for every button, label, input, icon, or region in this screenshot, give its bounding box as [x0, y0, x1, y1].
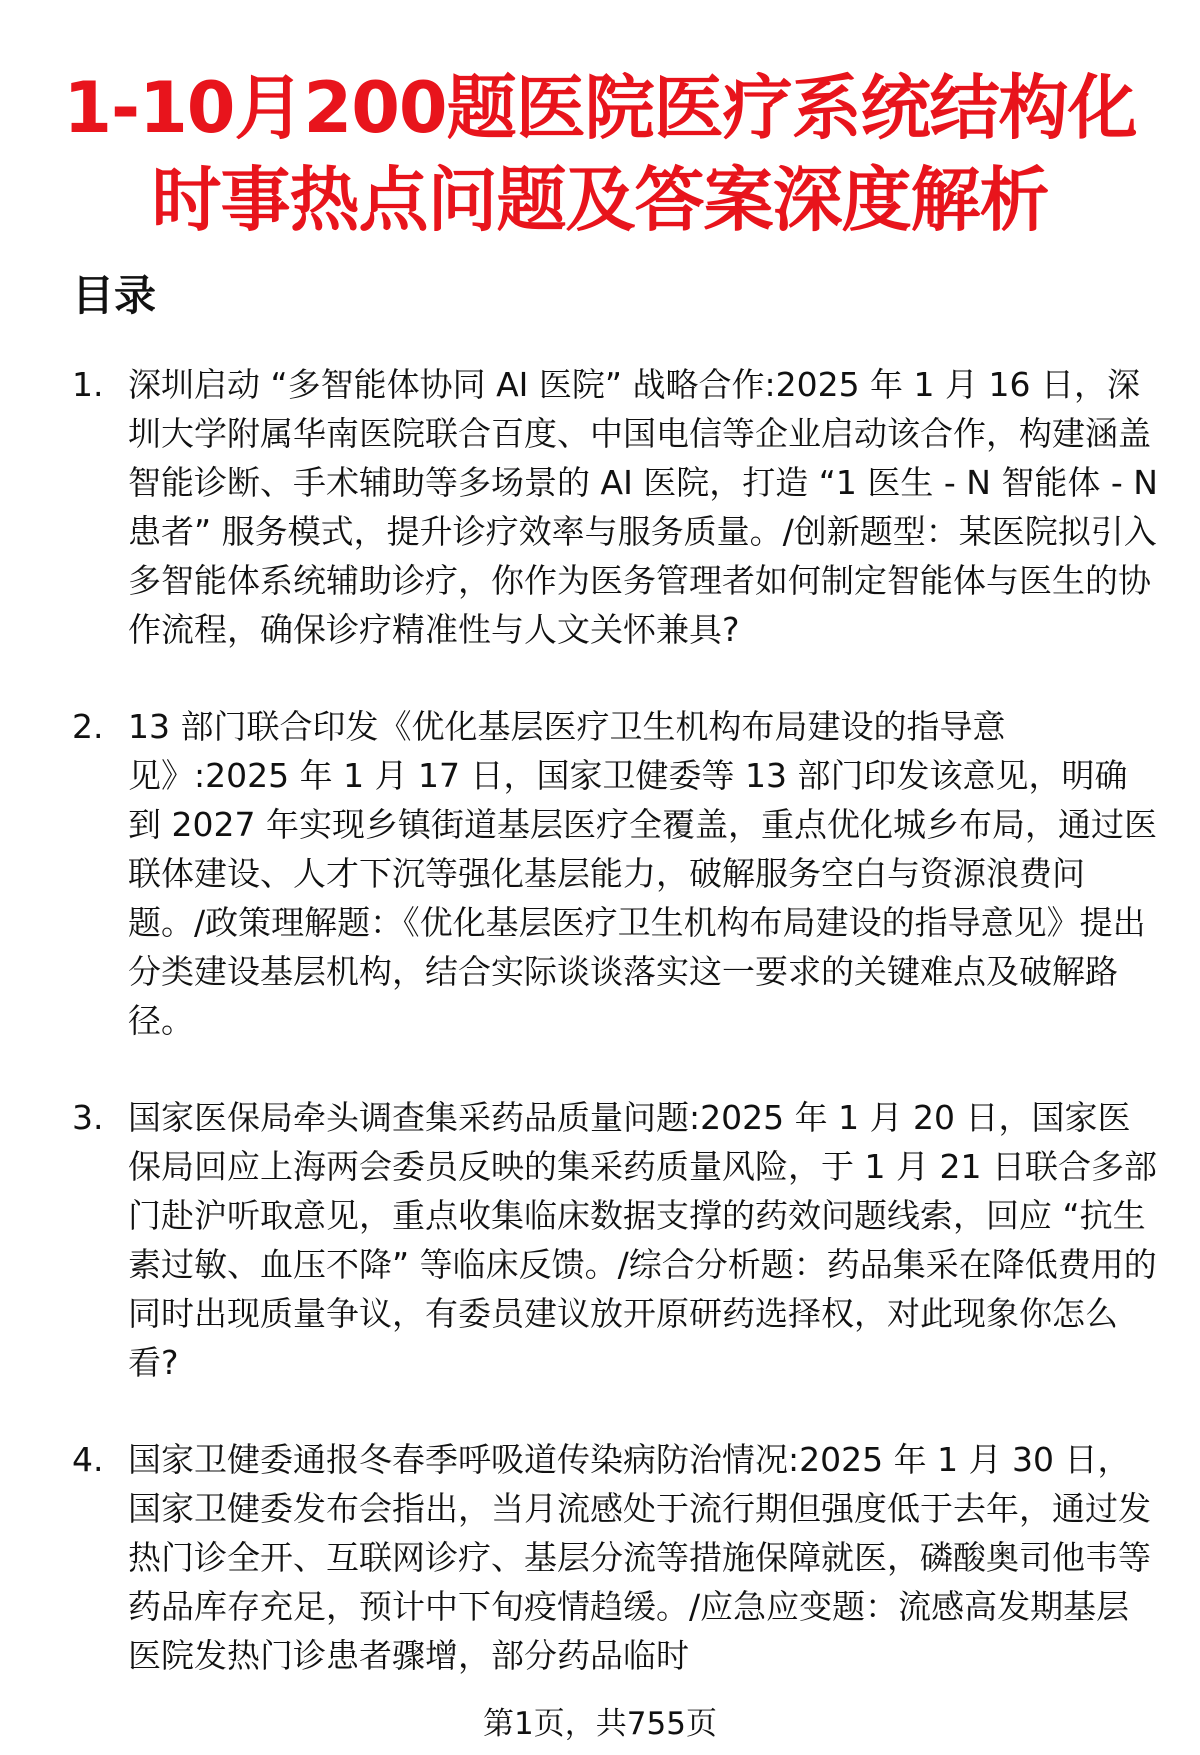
page-title: [40, 62, 1160, 246]
toc-item-1: [0, 360, 1200, 654]
page-title-line-1: 1-10月200题医院医疗系统结构化: [63, 67, 1137, 149]
toc-list: [0, 360, 1200, 1728]
toc-item-number: 4.: [72, 1440, 104, 1479]
toc-item-number: 3.: [72, 1098, 104, 1137]
toc-item-4: [0, 1435, 1200, 1680]
toc-item-number: 2.: [72, 707, 104, 746]
toc-item-text: 深圳启动 “多智能体协同 AI 医院” 战略合作:2025 年 1 月 16 日，深圳大学附属华南医院联合百度、中国电信等企业启动该合作，构建涵盖智能诊断、手术辅助等多场景的 AI 医院，打造 “1 医生 - N 智能体 - N 患者” 服务模式，提升诊疗效率与服务质量。/创新题型：某医院拟引入多智能体系统辅助诊疗，你作为医务管理者如何制定智能体与医生的协作流程，确保诊疗精准性与人文关怀兼具?: [128, 365, 1158, 649]
toc-heading: 目录: [72, 271, 157, 320]
toc-item-text: 国家卫健委通报冬春季呼吸道传染病防治情况:2025 年 1 月 30 日，国家卫健委发布会指出，当月流感处于流行期但强度低于去年，通过发热门诊全开、互联网诊疗、基层分流等措施保障就医，磷酸奥司他韦等药品库存充足，预计中下旬疫情趋缓。/应急应变题：流感高发期基层医院发热门诊患者骤增，部分药品临时: [128, 1440, 1151, 1675]
toc-item-text: 13 部门联合印发《优化基层医疗卫生机构布局建设的指导意见》:2025 年 1 月 17 日，国家卫健委等 13 部门印发该意见，明确到 2027 年实现乡镇街道基层医疗全覆盖，重点优化城乡布局，通过医联体建设、人才下沉等强化基层能力，破解服务空白与资源浪费问题。/政策理解题：《优化基层医疗卫生机构布局建设的指导意见》提出分类建设基层机构，结合实际谈谈落实这一要求的关键难点及破解路径。: [128, 707, 1157, 1040]
toc-item-text: 国家医保局牵头调查集采药品质量问题:2025 年 1 月 20 日，国家医保局回应上海两会委员反映的集采药质量风险，于 1 月 21 日联合多部门赴沪听取意见，重点收集临床数据支撑的药效问题线索，回应 “抗生素过敏、血压不降” 等临床反馈。/综合分析题：药品集采在降低费用的同时出现质量争议，有委员建议放开原研药选择权，对此现象你怎么看?: [128, 1098, 1157, 1382]
toc-item-number: 1.: [72, 365, 104, 404]
toc-item-3: [0, 1093, 1200, 1387]
toc-item-2: [0, 702, 1200, 1045]
page-footer: 第1页，共755页: [483, 1706, 717, 1742]
page-title-line-2: 时事热点问题及答案深度解析: [151, 159, 1049, 241]
